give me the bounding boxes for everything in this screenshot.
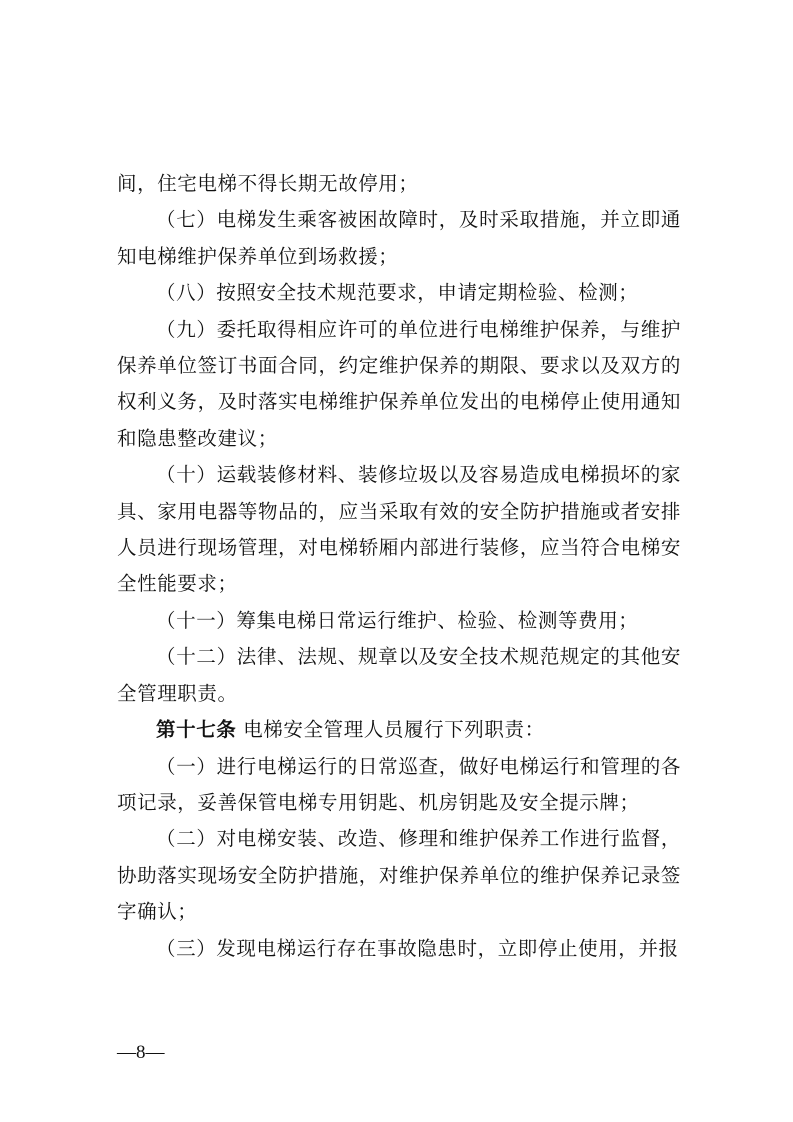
- paragraph-7: [117, 639, 681, 712]
- article-17-text: 电梯安全管理人员履行下列职责：: [236, 718, 545, 742]
- paragraph-11-text: （三）发现电梯运行存在事故隐患时，立即停止使用，并报: [156, 936, 679, 960]
- paragraph-10-text: （二）对电梯安装、改造、修理和维护保养工作进行监督，协助落实现场安全防护措施，对维护保养单位的维护保养记录签字确认；: [117, 827, 681, 924]
- paragraph-7-text: （十二）法律、法规、规章以及安全技术规范规定的其他安全管理职责。: [117, 645, 681, 705]
- paragraph-1: [117, 166, 681, 202]
- document-body: [117, 166, 681, 967]
- paragraph-4-text: （九）委托取得相应许可的单位进行电梯维护保养，与维护保养单位签订书面合同，约定维护保养的期限、要求以及双方的权利义务，及时落实电梯维护保养单位发出的电梯停止使用通知和隐患整改建议；: [117, 317, 681, 450]
- paragraph-1-text: 间，住宅电梯不得长期无故停用；: [117, 172, 419, 195]
- paragraph-5: [117, 457, 681, 603]
- article-label: 第十七条: [156, 718, 237, 742]
- paragraph-4: [117, 312, 681, 458]
- article-17-heading: [117, 712, 681, 748]
- paragraph-3: [117, 275, 681, 311]
- paragraph-9: [117, 749, 681, 822]
- paragraph-5-text: （十）运载装修材料、装修垃圾以及容易造成电梯损坏的家具、家用电器等物品的，应当采取有效的安全防护措施或者安排人员进行现场管理，对电梯轿厢内部进行装修，应当符合电梯安全性能要求；: [117, 463, 681, 596]
- paragraph-2: [117, 202, 681, 275]
- paragraph-3-text: （八）按照安全技术规范要求，申请定期检验、检测；: [156, 281, 639, 305]
- paragraph-2-text: （七）电梯发生乘客被困故障时，及时采取措施，并立即通知电梯维护保养单位到场救援；: [117, 208, 681, 268]
- paragraph-10: [117, 821, 681, 930]
- paragraph-6-text: （十一）筹集电梯日常运行维护、检验、检测等费用；: [156, 608, 639, 632]
- page-number: —8—: [117, 1042, 165, 1063]
- paragraph-6: [117, 603, 681, 639]
- paragraph-11: [117, 931, 681, 967]
- paragraph-9-text: （一）进行电梯运行的日常巡查，做好电梯运行和管理的各项记录，妥善保管电梯专用钥匙、机房钥匙及安全提示牌；: [117, 754, 681, 814]
